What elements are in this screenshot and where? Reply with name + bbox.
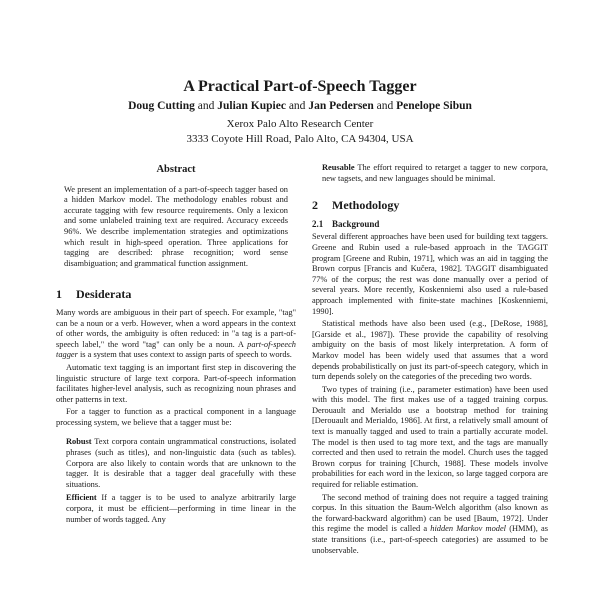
author-list	[0, 100, 600, 112]
section-number: 2	[312, 198, 318, 213]
section-number: 1	[56, 287, 62, 302]
item-text: Text corpora contain ungrammatical constructions, isolated phrases (such as titles), and non-linguistic data (such as tables). Corpora are also likely to contain words that are unknown to the tagger. It is desirable that a tagger deal gracefully with these situations.	[66, 437, 296, 489]
paragraph-text: is a system that uses context to assign parts of speech to words.	[77, 350, 292, 360]
paragraph: Two types of training (i.e., parameter estimation) have been used with this model. The first makes use of a tagged training corpus. Derouault and Merialdo use a bootstrap method for training [Derouault and Merialdo, 1986]. At first, a relatively small amount of text is manually tagged and used to train a partially accurate model. The model is then used to tag more text, and the tags are manually corrected and then used to retrain the model. Church uses the tagged Brown corpus for training [Church, 1988]. These models involve probabilities for each word in the lexicon, so large tagged corpora are required for reliable estimation.	[312, 384, 548, 490]
desiderata-item	[66, 437, 296, 490]
author-separator: and	[197, 100, 215, 112]
item-term: Reusable	[322, 163, 355, 172]
author-separator: and	[376, 100, 394, 112]
paper-title: A Practical Part-of-Speech Tagger	[183, 78, 417, 95]
author-name: Doug Cutting	[128, 100, 195, 112]
subsection-heading	[312, 219, 548, 230]
section-heading	[56, 289, 296, 300]
author-separator: and	[288, 100, 306, 112]
author-name: Penelope Sibun	[396, 100, 472, 112]
paragraph: For a tagger to function as a practical component in a language processing system, we believe that a tagger must be:	[56, 407, 296, 427]
item-term: Efficient	[66, 493, 97, 503]
paragraph: Automatic text tagging is an important first step in discovering the linguistic structure of large text corpora. Part-of-speech information facilitates higher-level analysis, such as recognizing noun phrases and other patterns in text.	[56, 362, 296, 404]
item-term: Robust	[66, 437, 92, 447]
subsection-number: 2.1	[312, 218, 324, 229]
emphasized-term: part-of-speech tagger	[56, 339, 296, 360]
right-column	[312, 163, 548, 558]
author-name: Julian Kupiec	[217, 100, 286, 112]
author-name: Jan Pedersen	[308, 100, 374, 112]
item-text: The effort required to retarget a tagger to new corpora, new tagsets, and new languages should be minimal.	[322, 163, 548, 183]
section-heading	[312, 200, 548, 211]
paragraph-text: Many words are ambiguous in their part of speech. For example, "tag" can be a noun or a verb. However, when a word appears in the context of other words, the ambiguity is often reduced: in "a tag is a part-of-speech label," the word "tag" can only be a noun. A	[56, 307, 296, 349]
desiderata-item	[66, 493, 296, 525]
affiliation-org: Xerox Palo Alto Research Center	[226, 118, 374, 130]
paragraph: Several different approaches have been used for building text taggers. Greene and Rubin used a rule-based approach in the TAGGIT program [Greene and Rubin, 1971], which was an aid in tagging the Brown corpus [Francis and Kučera, 1982]. TAGGIT disambiguated 77% of the corpus; the rest was done manually over a period of several years. More recently, Koskenniemi also used a rule-based approach implemented with finite-state machines [Koskenniemi, 1990].	[312, 232, 548, 316]
affiliation-address: 3333 Coyote Hill Road, Palo Alto, CA 94304, USA	[186, 133, 414, 145]
emphasized-term: hidden Markov model	[430, 524, 506, 534]
section-title: Methodology	[332, 198, 400, 213]
paragraph	[312, 493, 548, 557]
paragraph-text: (HMM), as state transitions (i.e., part-of-speech categories) are assumed to be unobservable.	[312, 524, 548, 555]
subsection-title: Background	[332, 218, 380, 229]
paragraph: Statistical methods have also been used (e.g., [DeRose, 1988], [Garside et al., 1987]). These provide the capability of resolving ambiguity on the basis of most likely interpretation. A form of Markov model has been widely used that assumes that a word depends probabilistically on just its part-of-speech category, which in turn depends solely on the categories of the preceding two words.	[312, 319, 548, 382]
abstract-text: We present an implementation of a part-of-speech tagger based on a hidden Markov model. The methodology enables robust and accurate tagging with few resource requirements. Only a lexicon and some unlabeled training text are required. Accuracy exceeds 96%. We describe implementation strategies and optimizations which result in high-speed operation. Three applications for tagging are described: phrase recognition; word sense disambiguation; and grammatical function assignment.	[64, 184, 288, 268]
paragraph	[56, 308, 296, 361]
desiderata-item	[322, 163, 548, 184]
paragraph-text: The second method of training does not require a tagged training corpus. In this situation the Baum-Welch algorithm (also known as the forward-backward algorithm) can be used [Baum, 1972]. Under this regime the model is called a	[312, 492, 548, 534]
abstract-heading: Abstract	[156, 164, 196, 175]
section-title: Desiderata	[76, 287, 132, 302]
left-column	[56, 165, 296, 528]
item-text: If a tagger is to be used to analyze arbitrarily large corpora, it must be efficient—performing in time linear in the number of words tagged. Any	[66, 493, 296, 524]
